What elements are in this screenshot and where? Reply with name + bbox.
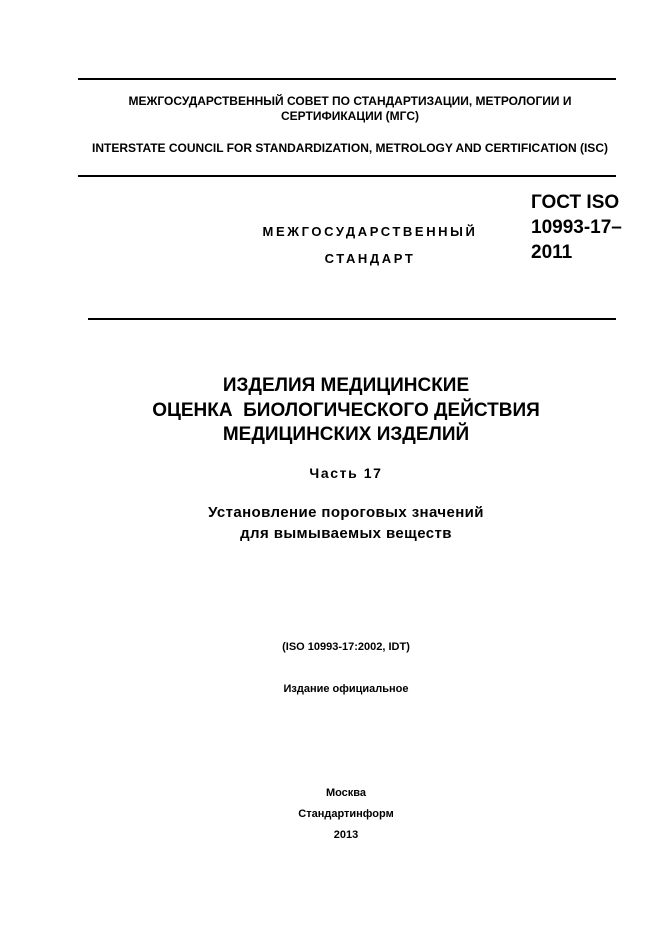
imprint-year: 2013	[333, 829, 359, 841]
imprint-city: Москва	[325, 787, 367, 799]
edition-note: Издание официальное	[283, 683, 409, 695]
standard-kind-line1: МЕЖГОСУДАРСТВЕННЫЙ	[262, 224, 478, 239]
title-line3: МЕДИЦИНСКИХ ИЗДЕЛИЙ	[222, 424, 470, 445]
title-line1: ИЗДЕЛИЯ МЕДИЦИНСКИЕ	[222, 375, 470, 396]
council-name-english: INTERSTATE COUNCIL FOR STANDARDIZATION, METROLOGY AND CERTIFICATION (ISC)	[92, 141, 608, 155]
title-line2: ОЦЕНКА БИОЛОГИЧЕСКОГО ДЕЙСТВИЯ	[152, 400, 540, 421]
subtitle-line2: для вымываемых веществ	[240, 525, 452, 542]
standard-designation: ГОСТ ISO 10993-17– 2011	[531, 192, 622, 263]
part-number: Часть 17	[309, 465, 383, 481]
standard-kind-line2: СТАНДАРТ	[324, 251, 416, 266]
council-rule	[78, 175, 616, 177]
top-rule	[78, 78, 616, 80]
subtitle-line1: Установление пороговых значений	[208, 504, 484, 521]
imprint-publisher: Стандартинформ	[298, 808, 394, 820]
iso-reference: (ISO 10993-17:2002, IDT)	[282, 641, 410, 653]
council-name-russian: МЕЖГОСУДАРСТВЕННЫЙ СОВЕТ ПО СТАНДАРТИЗАЦИИ, МЕТРОЛОГИИ И СЕРТИФИКАЦИИ (МГС)	[128, 94, 572, 123]
designation-rule	[88, 318, 616, 320]
